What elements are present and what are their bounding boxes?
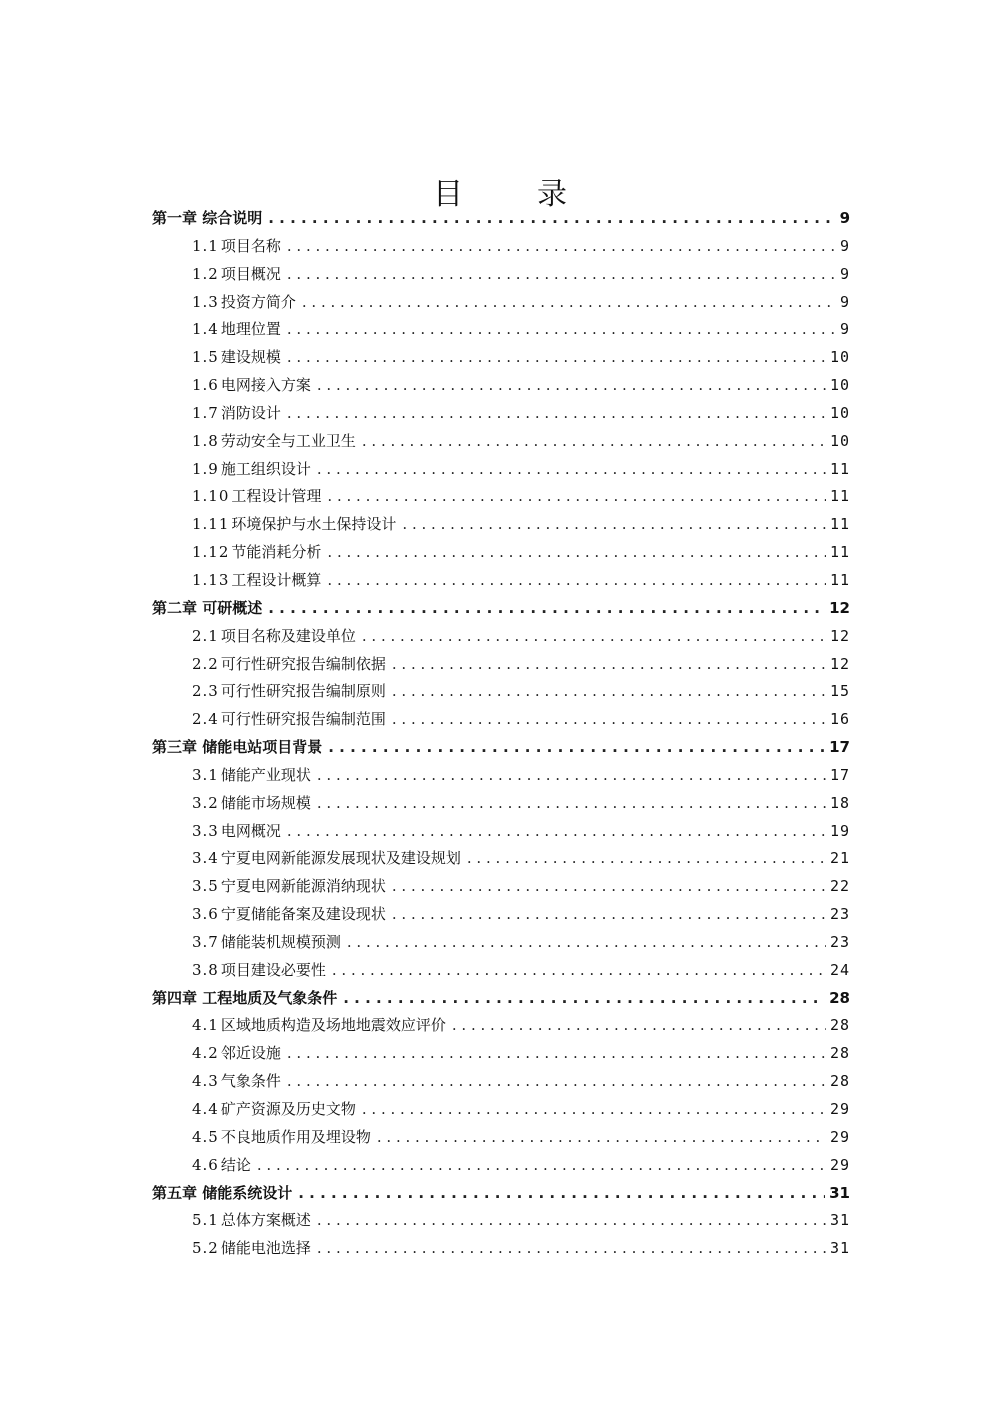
toc-entry-label	[192, 706, 386, 734]
toc-section-entry[interactable]	[152, 845, 850, 873]
toc-section-number: 1.9	[192, 459, 219, 478]
toc-page-number: 11	[829, 515, 850, 534]
toc-section-entry[interactable]	[152, 233, 850, 261]
toc-page-number: 23	[829, 905, 850, 924]
toc-entry-text: 电网概况	[220, 821, 281, 840]
toc-section-number: 3.8	[192, 960, 219, 979]
toc-entry-label	[192, 957, 326, 985]
toc-page-number: 16	[829, 710, 850, 729]
toc-entry-text: 投资方简介	[220, 292, 296, 311]
toc-entry-label	[192, 344, 281, 372]
toc-page-number: 28	[829, 988, 850, 1007]
toc-entry-text: 劳动安全与工业卫生	[220, 431, 356, 450]
toc-section-entry[interactable]	[152, 873, 850, 901]
toc-entry-text: 宁夏电网新能源发展现状及建设规划	[220, 849, 461, 868]
toc-entry-text: 矿产资源及历史文物	[220, 1100, 356, 1118]
toc-entry-label	[192, 400, 281, 428]
toc-page-number: 21	[829, 849, 850, 868]
toc-entry-text: 储能装机规模预测	[220, 932, 341, 951]
toc-entry-label	[192, 845, 461, 873]
dot-leader	[362, 623, 826, 651]
toc-section-number: 3.2	[192, 793, 219, 812]
dot-leader	[402, 511, 826, 539]
toc-page-number: 17	[829, 765, 850, 784]
toc-page-number: 9	[839, 264, 850, 283]
toc-section-entry[interactable]	[152, 428, 850, 456]
toc-section-entry[interactable]	[152, 483, 850, 511]
toc-page-number: 29	[829, 1127, 850, 1146]
toc-chapter-entry[interactable]	[152, 205, 850, 233]
toc-section-number: 1.1	[192, 236, 219, 255]
toc-page-number: 10	[829, 403, 850, 422]
toc-entry-text: 可行性研究报告编制依据	[220, 654, 386, 673]
dot-leader	[287, 344, 826, 372]
dot-leader	[392, 706, 826, 734]
toc-page-number: 10	[829, 348, 850, 367]
toc-section-entry[interactable]	[152, 901, 850, 929]
dot-leader	[317, 762, 826, 790]
dot-leader	[327, 539, 826, 567]
toc-entry-text: 第一章 综合说明	[152, 209, 263, 227]
toc-section-number: 1.7	[192, 403, 219, 422]
toc-section-entry[interactable]	[152, 1040, 850, 1068]
toc-section-number: 4.1	[192, 1016, 219, 1035]
toc-entry-text: 储能电池选择	[220, 1239, 311, 1258]
toc-entry-label	[152, 985, 337, 1013]
toc-entry-text: 项目名称及建设单位	[220, 626, 356, 645]
toc-entry-text: 节能消耗分析	[231, 543, 322, 562]
toc-entry-text: 环境保护与水土保持设计	[231, 515, 397, 534]
dot-leader	[332, 957, 826, 985]
toc-page-number: 11	[829, 543, 850, 562]
dot-leader	[377, 1124, 826, 1152]
dot-leader	[317, 456, 826, 484]
toc-section-number: 3.4	[192, 849, 219, 868]
toc-entry-label	[192, 1096, 356, 1124]
toc-section-number: 3.1	[192, 765, 219, 784]
toc-entry-text: 结论	[220, 1155, 251, 1174]
toc-entry-label	[152, 205, 262, 233]
toc-entry-text: 邻近设施	[220, 1044, 281, 1063]
toc-entry-label	[192, 1068, 281, 1096]
dot-leader	[257, 1152, 826, 1180]
toc-chapter-entry[interactable]	[152, 734, 850, 762]
toc-section-entry[interactable]	[152, 762, 850, 790]
toc-entry-text: 储能产业现状	[220, 765, 311, 784]
toc-chapter-entry[interactable]	[152, 1180, 850, 1208]
toc-section-number: 2.4	[192, 710, 219, 729]
toc-page-number: 9	[839, 320, 850, 339]
toc-section-number: 1.8	[192, 431, 219, 450]
toc-section-number: 4.6	[192, 1155, 219, 1174]
toc-section-number: 1.4	[192, 320, 219, 339]
toc-page-number: 31	[829, 1239, 850, 1258]
toc-chapter-entry[interactable]	[152, 985, 850, 1013]
toc-page-number: 28	[829, 1044, 850, 1063]
toc-entry-text: 第五章 储能系统设计	[152, 1183, 293, 1202]
dot-leader	[287, 316, 834, 344]
toc-section-number: 3.5	[192, 877, 219, 896]
toc-section-entry[interactable]	[152, 261, 850, 289]
toc-entry-label	[192, 1012, 446, 1040]
toc-section-entry[interactable]	[152, 790, 850, 818]
toc-section-entry[interactable]	[152, 623, 850, 651]
dot-leader	[268, 595, 825, 623]
dot-leader	[287, 818, 826, 846]
toc-section-entry[interactable]	[152, 706, 850, 734]
toc-page-number: 10	[829, 376, 850, 395]
toc-entry-label	[192, 790, 311, 818]
dot-leader	[287, 261, 834, 289]
toc-entry-text: 项目建设必要性	[220, 960, 326, 979]
dot-leader	[347, 929, 826, 957]
toc-entry-label	[192, 1235, 311, 1263]
toc-section-number: 2.1	[192, 626, 219, 645]
dot-leader	[392, 651, 826, 679]
toc-entry-label	[192, 261, 281, 289]
dot-leader	[328, 734, 825, 762]
toc-section-entry[interactable]	[152, 1068, 850, 1096]
toc-entry-text: 工程设计概算	[231, 570, 322, 589]
toc-entry-text: 电网接入方案	[220, 376, 311, 395]
dot-leader	[317, 1235, 826, 1263]
toc-section-number: 2.3	[192, 682, 219, 701]
toc-section-number: 1.6	[192, 376, 219, 395]
toc-entry-text: 不良地质作用及埋设物	[220, 1127, 371, 1146]
dot-leader	[287, 1040, 826, 1068]
toc-section-number: 1.11	[192, 515, 230, 534]
toc-section-number: 1.13	[192, 570, 230, 589]
dot-leader	[327, 483, 826, 511]
toc-entry-label	[192, 651, 386, 679]
dot-leader	[317, 790, 826, 818]
dot-leader	[317, 1207, 826, 1235]
toc-page-number: 23	[829, 932, 850, 951]
toc-entry-label	[152, 595, 262, 623]
toc-entry-text: 消防设计	[220, 403, 281, 422]
dot-leader	[362, 428, 826, 456]
toc-entry-text: 总体方案概述	[220, 1211, 311, 1230]
dot-leader	[343, 985, 825, 1013]
dot-leader	[317, 372, 826, 400]
toc-title: 目 录	[433, 177, 589, 213]
toc-section-entry[interactable]	[152, 289, 850, 317]
toc-section-entry[interactable]	[152, 929, 850, 957]
toc-section-entry[interactable]	[152, 567, 850, 595]
dot-leader	[392, 678, 826, 706]
toc-entry-label	[192, 567, 321, 595]
toc-chapter-entry[interactable]	[152, 595, 850, 623]
toc-entry-text: 工程设计管理	[231, 487, 322, 506]
toc-entry-text: 气象条件	[220, 1072, 281, 1091]
toc-entry-label	[192, 762, 311, 790]
toc-entry-label	[192, 818, 281, 846]
toc-entry-text: 可行性研究报告编制原则	[220, 682, 386, 701]
toc-entry-text: 项目概况	[220, 264, 281, 283]
toc-entry-label	[192, 1124, 371, 1152]
toc-section-number: 1.2	[192, 264, 219, 283]
toc-section-number: 3.6	[192, 905, 219, 924]
toc-section-entry[interactable]	[152, 818, 850, 846]
toc-entry-label	[192, 428, 356, 456]
toc-page-number: 9	[839, 236, 850, 255]
toc-section-entry[interactable]	[152, 372, 850, 400]
toc-entry-text: 地理位置	[220, 320, 281, 339]
toc-section-entry[interactable]	[152, 651, 850, 679]
toc-section-number: 3.3	[192, 821, 219, 840]
table-of-contents	[152, 205, 850, 1263]
toc-section-entry[interactable]	[152, 400, 850, 428]
toc-entry-label	[192, 873, 386, 901]
toc-entry-label	[192, 316, 281, 344]
toc-section-number: 4.5	[192, 1127, 219, 1146]
toc-section-number: 4.4	[192, 1100, 219, 1118]
toc-entry-text: 第二章 可研概述	[152, 598, 263, 617]
toc-section-entry[interactable]	[152, 511, 850, 539]
toc-entry-label	[192, 539, 321, 567]
toc-section-entry[interactable]	[152, 1096, 850, 1124]
dot-leader	[362, 1096, 826, 1124]
toc-section-entry[interactable]	[152, 1207, 850, 1235]
toc-page-number: 28	[829, 1072, 850, 1091]
toc-page-number: 31	[829, 1183, 850, 1202]
toc-section-number: 5.2	[192, 1239, 219, 1258]
toc-entry-text: 可行性研究报告编制范围	[220, 710, 386, 729]
dot-leader	[392, 901, 826, 929]
toc-page-number: 28	[829, 1016, 850, 1035]
dot-leader	[287, 400, 826, 428]
dot-leader	[287, 1068, 826, 1096]
toc-page-number: 18	[829, 793, 850, 812]
toc-page-number: 19	[829, 821, 850, 840]
toc-section-number: 1.5	[192, 348, 219, 367]
toc-entry-label	[152, 1180, 292, 1208]
toc-entry-label	[192, 511, 396, 539]
toc-page-number: 12	[829, 654, 850, 673]
toc-page-number: 24	[829, 960, 850, 979]
toc-entry-text: 储能市场规模	[220, 793, 311, 812]
toc-page-number: 17	[829, 738, 850, 757]
toc-page-number: 10	[829, 431, 850, 450]
toc-entry-label	[192, 929, 341, 957]
toc-page-number: 22	[829, 877, 850, 896]
dot-leader	[467, 845, 826, 873]
toc-entry-label	[192, 1040, 281, 1068]
toc-entry-text: 项目名称	[220, 236, 281, 255]
toc-page-number: 29	[829, 1155, 850, 1174]
toc-section-entry[interactable]	[152, 344, 850, 372]
toc-page-number: 12	[829, 626, 850, 645]
toc-page-number: 29	[829, 1100, 850, 1118]
toc-section-entry[interactable]	[152, 1235, 850, 1263]
toc-page-number: 11	[829, 459, 850, 478]
toc-page-number: 31	[829, 1211, 850, 1230]
toc-entry-label	[192, 1207, 311, 1235]
dot-leader	[452, 1012, 826, 1040]
toc-section-entry[interactable]	[152, 1152, 850, 1180]
toc-section-number: 5.1	[192, 1211, 219, 1230]
toc-section-number: 1.3	[192, 292, 219, 311]
dot-leader	[268, 205, 834, 233]
toc-entry-text: 施工组织设计	[220, 459, 311, 478]
toc-section-entry[interactable]	[152, 316, 850, 344]
toc-section-number: 1.10	[192, 487, 230, 506]
toc-section-entry[interactable]	[152, 1012, 850, 1040]
toc-section-number: 3.7	[192, 932, 219, 951]
toc-entry-label	[192, 1152, 251, 1180]
dot-leader	[287, 233, 834, 261]
toc-section-entry[interactable]	[152, 456, 850, 484]
toc-section-number: 4.3	[192, 1072, 219, 1091]
dot-leader	[302, 289, 834, 317]
toc-entry-label	[152, 734, 322, 762]
toc-section-number: 1.12	[192, 543, 230, 562]
toc-entry-label	[192, 289, 296, 317]
toc-page-number: 15	[829, 682, 850, 701]
dot-leader	[327, 567, 826, 595]
toc-entry-label	[192, 483, 321, 511]
toc-page-number: 11	[829, 487, 850, 506]
toc-section-number: 2.2	[192, 654, 219, 673]
toc-section-entry[interactable]	[152, 957, 850, 985]
toc-entry-label	[192, 901, 386, 929]
toc-page-number: 9	[839, 209, 850, 227]
toc-page-number: 12	[829, 598, 850, 617]
toc-entry-text: 建设规模	[220, 348, 281, 367]
toc-page-number: 11	[829, 570, 850, 589]
toc-section-entry[interactable]	[152, 1124, 850, 1152]
toc-entry-text: 第三章 储能电站项目背景	[152, 738, 323, 757]
toc-section-entry[interactable]	[152, 678, 850, 706]
toc-section-entry[interactable]	[152, 539, 850, 567]
toc-entry-text: 宁夏电网新能源消纳现状	[220, 877, 386, 896]
toc-entry-text: 区域地质构造及场地地震效应评价	[220, 1016, 446, 1035]
toc-entry-label	[192, 678, 386, 706]
toc-entry-text: 宁夏储能备案及建设现状	[220, 905, 386, 924]
toc-entry-text: 第四章 工程地质及气象条件	[152, 988, 338, 1007]
dot-leader	[392, 873, 826, 901]
dot-leader	[298, 1180, 825, 1208]
toc-page-number: 9	[839, 292, 850, 311]
toc-entry-label	[192, 372, 311, 400]
toc-section-number: 4.2	[192, 1044, 219, 1063]
toc-entry-label	[192, 233, 281, 261]
toc-entry-label	[192, 623, 356, 651]
toc-entry-label	[192, 456, 311, 484]
